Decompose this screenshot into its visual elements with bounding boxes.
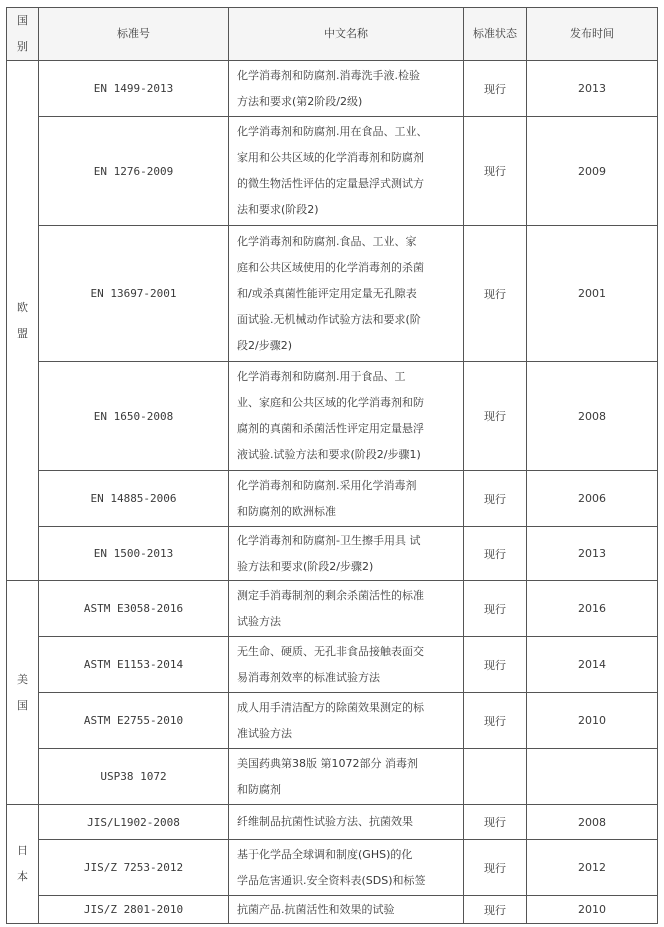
chinese-name-cell bbox=[229, 61, 464, 117]
publish-year-cell: 2008 bbox=[527, 805, 658, 840]
status-cell: 现行 bbox=[464, 805, 527, 840]
standard-code-cell: EN 1276-2009 bbox=[39, 117, 229, 226]
name-line: 化学消毒剂和防腐剂.用在食品、工业、 bbox=[237, 125, 428, 138]
name-line: 测定手消毒制剂的剩余杀菌活性的标准 bbox=[237, 588, 424, 602]
name-line: 液试验.试验方法和要求(阶段2/步骤1) bbox=[237, 448, 421, 461]
header-country-line: 别 bbox=[17, 40, 28, 53]
status-cell: 现行 bbox=[464, 471, 527, 527]
status-cell: 现行 bbox=[464, 527, 527, 581]
name-line: 无生命、硬质、无孔非食品接触表面交 bbox=[237, 644, 424, 658]
table-row bbox=[7, 527, 658, 581]
header-status: 标准状态 bbox=[464, 8, 527, 61]
standard-code-cell: EN 1650-2008 bbox=[39, 362, 229, 471]
name-line: 法和要求(阶段2) bbox=[237, 203, 319, 216]
status-cell: 现行 bbox=[464, 637, 527, 693]
country-cell bbox=[7, 61, 39, 581]
table-row bbox=[7, 637, 658, 693]
chinese-name-cell bbox=[229, 471, 464, 527]
name-line: 业、家庭和公共区域的化学消毒剂和防 bbox=[237, 396, 424, 409]
status-cell bbox=[464, 749, 527, 805]
status-cell: 现行 bbox=[464, 840, 527, 896]
chinese-name-cell bbox=[229, 693, 464, 749]
table-row bbox=[7, 362, 658, 471]
publish-year-cell: 2016 bbox=[527, 581, 658, 637]
publish-year-cell: 2014 bbox=[527, 637, 658, 693]
table-row bbox=[7, 61, 658, 117]
name-line: 抗菌产品.抗菌活性和效果的试验 bbox=[237, 902, 395, 916]
table-row bbox=[7, 896, 658, 924]
table-row bbox=[7, 840, 658, 896]
publish-year-cell: 2008 bbox=[527, 362, 658, 471]
name-line: 美国药典第38版 第1072部分 消毒剂 bbox=[237, 756, 418, 770]
header-country bbox=[7, 8, 39, 61]
publish-year-cell: 2012 bbox=[527, 840, 658, 896]
name-line: 和防腐剂 bbox=[237, 782, 281, 796]
table-body bbox=[7, 61, 658, 924]
status-cell: 现行 bbox=[464, 693, 527, 749]
chinese-name-cell bbox=[229, 637, 464, 693]
table-row bbox=[7, 581, 658, 637]
country-cell bbox=[7, 581, 39, 805]
name-line: 面试验.无机械动作试验方法和要求(阶 bbox=[237, 312, 421, 326]
publish-year-cell: 2013 bbox=[527, 527, 658, 581]
publish-year-cell: 2009 bbox=[527, 117, 658, 226]
country-char: 美 bbox=[17, 672, 28, 686]
table-row bbox=[7, 749, 658, 805]
name-line: 化学消毒剂和防腐剂.采用化学消毒剂 bbox=[237, 478, 417, 492]
name-line: 腐剂的真菌和杀菌活性评定用定量悬浮 bbox=[237, 422, 424, 435]
standard-code-cell: JIS/Z 7253-2012 bbox=[39, 840, 229, 896]
chinese-name-cell bbox=[229, 805, 464, 840]
name-line: 验方法和要求(阶段2/步骤2) bbox=[237, 559, 374, 573]
status-cell: 现行 bbox=[464, 581, 527, 637]
standard-code-cell: EN 1500-2013 bbox=[39, 527, 229, 581]
name-line: 段2/步骤2) bbox=[237, 338, 292, 352]
name-line: 学品危害通识.安全资料表(SDS)和标签 bbox=[237, 873, 426, 887]
name-line: 化学消毒剂和防腐剂.用于食品、工 bbox=[237, 370, 406, 383]
standard-code-cell: USP38 1072 bbox=[39, 749, 229, 805]
country-char: 盟 bbox=[17, 326, 28, 340]
standards-table bbox=[6, 7, 658, 924]
publish-year-cell: 2006 bbox=[527, 471, 658, 527]
standard-code-cell: JIS/L1902-2008 bbox=[39, 805, 229, 840]
standard-code-cell: JIS/Z 2801-2010 bbox=[39, 896, 229, 924]
standard-code-cell: EN 13697-2001 bbox=[39, 226, 229, 362]
country-cell bbox=[7, 805, 39, 924]
standard-code-cell: EN 14885-2006 bbox=[39, 471, 229, 527]
name-line: 和/或杀真菌性能评定用定量无孔隙表 bbox=[237, 286, 417, 300]
header-chinese-name: 中文名称 bbox=[229, 8, 464, 61]
publish-year-cell bbox=[527, 749, 658, 805]
chinese-name-cell bbox=[229, 362, 464, 471]
name-line: 的微生物活性评估的定量悬浮式测试方 bbox=[237, 177, 424, 190]
name-line: 和防腐剂的欧洲标准 bbox=[237, 504, 336, 518]
standard-code-cell: ASTM E1153-2014 bbox=[39, 637, 229, 693]
chinese-name-cell bbox=[229, 226, 464, 362]
name-line: 方法和要求(第2阶段/2级) bbox=[237, 94, 363, 108]
publish-year-cell: 2013 bbox=[527, 61, 658, 117]
header-country-line: 国 bbox=[17, 14, 28, 27]
name-line: 家用和公共区域的化学消毒剂和防腐剂 bbox=[237, 151, 424, 164]
country-char: 本 bbox=[17, 870, 28, 883]
status-cell: 现行 bbox=[464, 896, 527, 924]
name-line: 基于化学品全球调和制度(GHS)的化 bbox=[237, 847, 413, 861]
table-row bbox=[7, 805, 658, 840]
name-line: 试验方法 bbox=[237, 614, 281, 628]
chinese-name-cell bbox=[229, 749, 464, 805]
name-line: 易消毒剂效率的标准试验方法 bbox=[237, 670, 380, 684]
publish-year-cell: 2010 bbox=[527, 896, 658, 924]
chinese-name-cell bbox=[229, 840, 464, 896]
header-standard-code: 标准号 bbox=[39, 8, 229, 61]
chinese-name-cell bbox=[229, 581, 464, 637]
standard-code-cell: ASTM E2755-2010 bbox=[39, 693, 229, 749]
table-row bbox=[7, 117, 658, 226]
name-line: 庭和公共区域使用的化学消毒剂的杀菌 bbox=[237, 260, 424, 274]
status-cell: 现行 bbox=[464, 226, 527, 362]
status-cell: 现行 bbox=[464, 117, 527, 226]
name-line: 成人用手清洁配方的除菌效果测定的标 bbox=[237, 700, 424, 714]
header-publish-date: 发布时间 bbox=[527, 8, 658, 61]
table-header-row bbox=[7, 8, 658, 61]
name-line: 化学消毒剂和防腐剂.食品、工业、家 bbox=[237, 234, 417, 248]
table-row bbox=[7, 226, 658, 362]
table-row bbox=[7, 693, 658, 749]
publish-year-cell: 2001 bbox=[527, 226, 658, 362]
name-line: 化学消毒剂和防腐剂.消毒洗手液.检验 bbox=[237, 68, 420, 82]
chinese-name-cell bbox=[229, 117, 464, 226]
name-line: 纤维制品抗菌性试验方法、抗菌效果 bbox=[237, 815, 413, 828]
standard-code-cell: ASTM E3058-2016 bbox=[39, 581, 229, 637]
table-row bbox=[7, 471, 658, 527]
status-cell: 现行 bbox=[464, 61, 527, 117]
publish-year-cell: 2010 bbox=[527, 693, 658, 749]
name-line: 化学消毒剂和防腐剂-卫生擦手用具 试 bbox=[237, 533, 421, 547]
chinese-name-cell bbox=[229, 527, 464, 581]
standard-code-cell: EN 1499-2013 bbox=[39, 61, 229, 117]
country-char: 欧 bbox=[17, 300, 28, 314]
name-line: 准试验方法 bbox=[237, 726, 292, 740]
chinese-name-cell bbox=[229, 896, 464, 924]
status-cell: 现行 bbox=[464, 362, 527, 471]
country-char: 日 bbox=[17, 844, 28, 857]
country-char: 国 bbox=[17, 698, 28, 712]
